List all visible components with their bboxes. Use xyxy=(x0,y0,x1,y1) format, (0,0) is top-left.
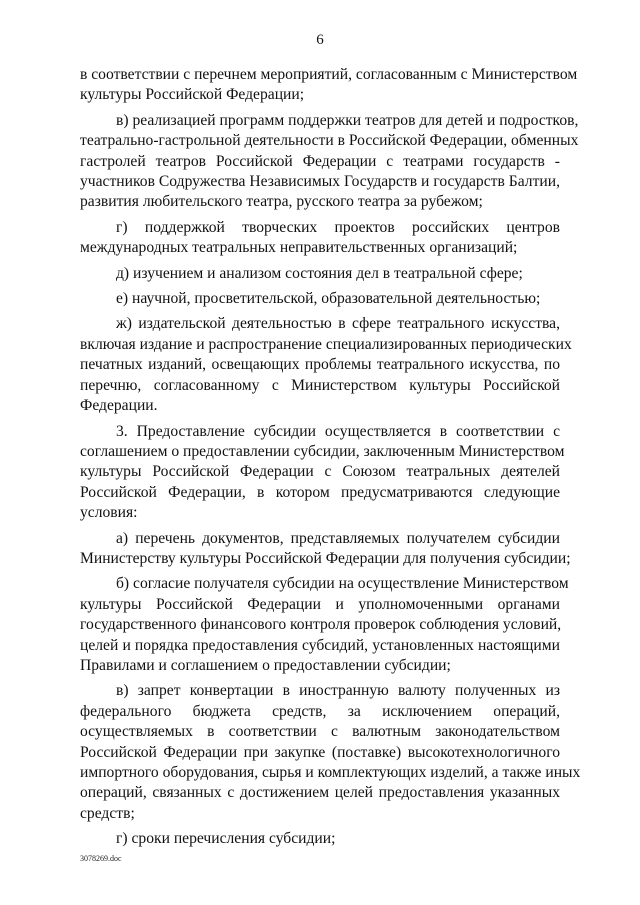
text-line: Министерству культуры Российской Федерации для получения субсидии; xyxy=(80,549,571,567)
text-line: соглашением о предоставлении субсидии, заключенным Министерством xyxy=(80,442,565,460)
text-line: целей и порядка предоставления субсидий, установленных настоящими xyxy=(80,636,560,654)
text-line: г) поддержкой творческих проектов российских центров xyxy=(116,218,560,236)
text-line: г) сроки перечисления субсидии; xyxy=(116,830,336,848)
text-line: включая издание и распространение специализированных периодических xyxy=(80,335,572,353)
text-line: Российской Федерации при закупке (поставке) высокотехнологичного xyxy=(80,743,560,761)
text-line: развития любительского театра, русского театра за рубежом; xyxy=(80,193,483,211)
text-line: в соответствии с перечнем мероприятий, согласованным с Министерством xyxy=(80,66,578,83)
text-line: международных театральных неправительственных организаций; xyxy=(80,239,518,257)
text-line: импортного оборудования, сырья и комплектующих изделий, а также иных xyxy=(80,764,581,781)
text-line: государственного финансового контроля проверок соблюдения условий, xyxy=(80,616,562,634)
page-number: 6 xyxy=(316,32,324,48)
text-line: театрально-гастрольной деятельности в Российской Федерации, обменных xyxy=(80,132,579,150)
text-line: культуры Российской Федерации и уполномоченными органами xyxy=(80,595,560,613)
text-line: средств; xyxy=(80,804,135,822)
text-line: ж) издательской деятельностью в сфере театрального искусства, xyxy=(116,315,560,333)
text-line: Федерации. xyxy=(80,397,158,415)
document-body xyxy=(80,65,581,850)
text-line: д) изучением и анализом состояния дел в театральной сфере; xyxy=(116,264,523,282)
text-line: Правилами и соглашением о предоставлении субсидии; xyxy=(80,656,451,674)
text-line: перечню, согласованному с Министерством культуры Российской xyxy=(80,376,560,394)
text-line: в) реализацией программ поддержки театров для детей и подростков, xyxy=(116,111,579,129)
document-filename: 3078269.doc xyxy=(80,854,122,863)
text-line: осуществляемых в соответствии с валютным законодательством xyxy=(80,723,560,741)
text-line: Российской Федерации, в котором предусматриваются следующие xyxy=(80,483,560,501)
text-line: операций, связанных с достижением целей предоставления указанных xyxy=(80,784,560,802)
text-line: а) перечень документов, представляемых получателем субсидии xyxy=(116,529,560,547)
text-line: культуры Российской Федерации с Союзом театральных деятелей xyxy=(80,463,560,481)
text-line: 3. Предоставление субсидии осуществляется в соответствии с xyxy=(116,422,560,440)
text-line: культуры Российской Федерации; xyxy=(80,86,305,104)
text-line: федерального бюджета средств, за исключением операций, xyxy=(80,702,560,720)
text-line: е) научной, просветительской, образовательной деятельностью; xyxy=(116,290,541,308)
text-line: участников Содружества Независимых Государств и государств Балтии, xyxy=(80,173,560,191)
text-line: печатных изданий, освещающих проблемы театрального искусства, по xyxy=(80,356,560,374)
text-line: гастролей театров Российской Федерации с театрами государств - xyxy=(80,152,560,170)
text-line: в) запрет конвертации в иностранную валюту полученных из xyxy=(116,682,560,700)
text-line: условия: xyxy=(80,504,138,522)
text-line: б) согласие получателя субсидии на осуществление Министерством xyxy=(116,575,569,593)
